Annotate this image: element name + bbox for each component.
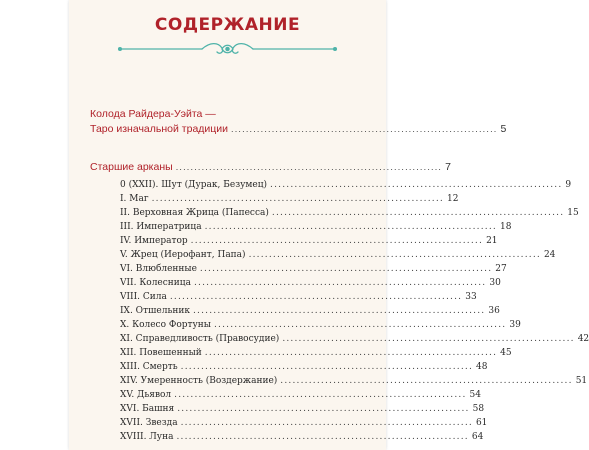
toc-page-number: 45 [500,348,512,358]
toc-item-label: XVI. Башня [120,404,175,414]
toc-entry-label: Таро изначальной традиции [90,123,229,135]
toc-leader-dots: ........................................................................ [180,362,474,372]
toc-item-label: XV. Дьявол [120,390,172,400]
toc-item[interactable] [120,432,484,442]
toc-item-label: IV. Император [120,236,188,246]
toc-item-label: III. Императрица [120,222,202,232]
toc-item-label: XIII. Смерть [120,362,178,372]
toc-leader-dots: ........................................................................ [190,236,484,246]
toc-item[interactable] [120,250,556,260]
toc-item[interactable] [120,376,588,386]
toc-leader-dots: ........................................................................ [270,180,563,190]
toc-item[interactable] [120,208,579,218]
toc-leader-dots: ........................................................................ [282,334,575,344]
toc-item-label: VII. Колесница [120,278,191,288]
toc-page-number: 18 [499,222,512,232]
toc-leader-dots: ........................................................................ [248,250,541,260]
toc-item-label: 0 (XXII). Шут (Дурак, Безумец) [120,180,268,190]
toc-page-number: 36 [488,306,500,316]
toc-page-number: 42 [577,334,589,344]
toc-item-label: IX. Отшельник [120,306,190,316]
toc-item-label: XI. Справедливость (Правосудие) [120,334,280,344]
toc-page-number: 24 [543,250,556,260]
toc-item[interactable] [120,306,500,316]
toc-item[interactable] [120,320,521,330]
toc-page-number: 61 [475,418,488,428]
toc-leader-dots: ........................................................................ [192,306,486,316]
toc-page-number: 9 [565,180,572,190]
toc-leader-dots: ........................................................................ [180,418,473,428]
toc-item-label: VI. Влюбленные [120,264,197,274]
toc-page-number: 12 [446,194,459,204]
toc-section-entry[interactable] [90,123,507,135]
toc-item[interactable] [120,278,501,288]
toc-leader-dots: ........................................................................ [176,432,469,442]
toc-item[interactable] [120,362,488,372]
page-title: СОДЕРЖАНИЕ [154,15,301,35]
toc-leader-dots: ........................................................................ [280,376,573,386]
toc-item[interactable] [120,292,477,302]
decorative-ornament-icon [114,40,341,58]
toc-page-number: 48 [476,362,488,372]
toc-page-number: 5 [500,123,507,135]
toc-item[interactable] [120,264,507,274]
toc-leader-dots: ........................................................................ [151,194,444,204]
toc-item-label: V. Жрец (Иерофант, Папа) [120,250,246,260]
toc-item[interactable] [120,348,512,358]
toc-page-number: 39 [509,320,521,330]
toc-leader-dots: ........................................................................ [271,208,565,218]
toc-leader-dots: ........................................................................ [175,162,443,172]
toc-item-label: XVII. Звезда [120,418,178,428]
toc-leader-dots: ........................................................................ [231,124,498,134]
section-title-line: Колода Райдера-Уэйта — [90,108,216,120]
toc-page-number: 33 [465,292,477,302]
toc-item-label: X. Колесо Фортуны [120,320,211,330]
toc-leader-dots: ........................................................................ [213,320,507,330]
toc-page-number: 21 [486,236,498,246]
toc-item[interactable] [120,418,488,428]
toc-leader-dots: ........................................................................ [199,264,493,274]
toc-page-number: 30 [489,278,501,288]
toc-item[interactable] [120,390,481,400]
toc-leader-dots: ........................................................................ [204,222,497,232]
toc-entry-label: Старшие арканы [90,161,173,173]
toc-item-label: XVIII. Луна [120,432,174,442]
toc-page-number: 64 [471,432,484,442]
toc-item[interactable] [120,236,498,246]
toc-page-number: 7 [445,161,451,173]
toc-leader-dots: ........................................................................ [204,348,498,358]
toc-item-label: VIII. Сила [120,292,167,302]
book-page [69,0,589,450]
toc-leader-dots: ........................................................................ [174,390,467,400]
toc-item-label: XII. Повешенный [120,348,202,358]
toc-section-entry[interactable] [90,161,451,173]
toc-page-number: 51 [575,376,588,386]
toc-leader-dots: ........................................................................ [193,278,487,288]
toc-item[interactable] [120,334,589,344]
toc-item[interactable] [120,222,512,232]
toc-item[interactable] [120,404,485,414]
toc-item[interactable] [120,180,572,190]
toc-item-label: II. Верховная Жрица (Папесса) [120,208,269,218]
toc-page-number: 58 [472,404,485,414]
toc-item-label: I. Маг [120,194,149,204]
toc-page-number: 54 [469,390,481,400]
toc-leader-dots: ........................................................................ [169,292,463,302]
toc-leader-dots: ........................................................................ [177,404,470,414]
toc-page-number: 15 [567,208,579,218]
toc-page-number: 27 [495,264,507,274]
toc-item[interactable] [120,194,459,204]
toc-item-label: XIV. Умеренность (Воздержание) [120,376,278,386]
